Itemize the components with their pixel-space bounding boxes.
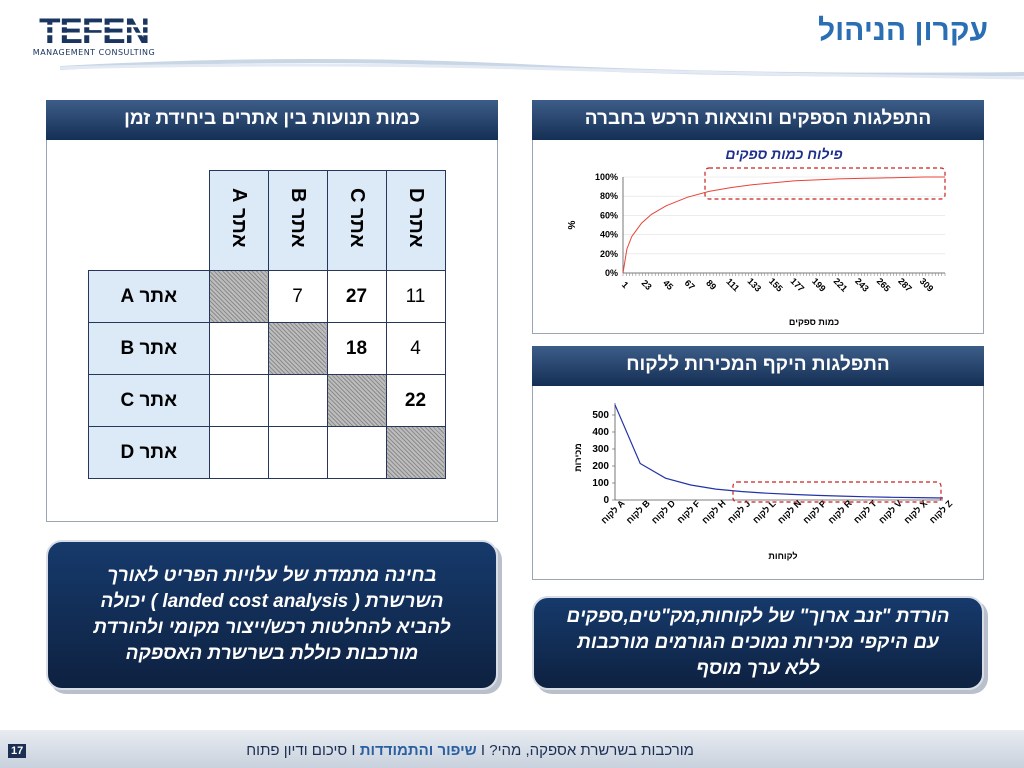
matrix-cell: 22 [386, 375, 445, 427]
movement-matrix-table [88, 170, 446, 479]
x-tick-label: 265 [874, 276, 893, 294]
footer-separator: I [480, 742, 486, 759]
x-tick-label: 243 [853, 276, 871, 294]
x-tick-label: 111 [724, 276, 742, 294]
row-header-site-b: אתר B [89, 323, 210, 375]
matrix-cell: 11 [386, 271, 445, 323]
x-tick-label: לקוח L [750, 498, 778, 526]
supplier-chart-panel-title: התפלגות הספקים והוצאות הרכש בחברה [532, 100, 984, 140]
y-tick-label: 40% [599, 229, 618, 240]
matrix-cell [268, 427, 327, 479]
x-tick-label: 133 [745, 276, 764, 294]
x-tick-label: 287 [896, 276, 914, 294]
callout-landed-cost-text: בחינה מתמדת של עלויות הפריט לאורך השרשרת ( landed cost analysis ) יכולה להביא להחלטות רכש/ייצור מקומי ולהורדת מורכבות כוללת בשרשרת האספקה [93, 565, 451, 664]
x-tick-label: לקוח P [801, 498, 829, 526]
col-header-site-b: אתר B [268, 171, 327, 271]
col-header-site-c: אתר C [327, 171, 386, 271]
chart-title: פילוח כמות ספקים [725, 146, 843, 162]
y-tick-label: 400 [592, 427, 609, 438]
x-tick-label: לקוח H [700, 498, 728, 526]
y-tick-label: 200 [592, 461, 609, 472]
col-header-site-d: אתר D [386, 171, 445, 271]
x-tick-label: לקוח D [649, 498, 678, 526]
footer-item-summary[interactable]: סיכום ודיון פתוח [246, 742, 348, 759]
y-tick-label: 80% [599, 191, 618, 202]
x-tick-label: 23 [639, 277, 654, 292]
movement-matrix-title: כמות תנועות בין אתרים ביחידת זמן [46, 100, 498, 140]
y-axis-title: % [567, 220, 578, 230]
footer-item-improvement[interactable]: שיפור והתמודדות [359, 742, 477, 759]
matrix-cell-diagonal [386, 427, 445, 479]
x-tick-label: לקוח X [902, 498, 930, 526]
row-header-site-c: אתר C [89, 375, 210, 427]
x-tick-label: 67 [682, 277, 697, 292]
y-tick-label: 100 [592, 478, 609, 489]
matrix-cell [209, 323, 268, 375]
page-number: 17 [8, 744, 26, 758]
footer-item-complexity[interactable]: מורכבות בשרשרת אספקה, מהי? [489, 742, 694, 759]
callout-landed-cost [46, 540, 498, 690]
x-axis-title: כמות ספקים [788, 317, 840, 327]
matrix-cell-diagonal [327, 375, 386, 427]
svg-text:TEFEN: TEFEN [39, 14, 149, 48]
matrix-cell: 18 [327, 323, 386, 375]
x-tick-label: 1 [619, 279, 631, 291]
y-axis-title: מכירות [573, 443, 583, 472]
x-tick-label: 89 [704, 277, 719, 292]
sales-per-customer-line [615, 405, 943, 498]
y-tick-label: 0 [603, 495, 609, 506]
x-tick-label: לקוח J [725, 498, 753, 526]
customer-chart-panel-title: התפלגות היקף המכירות ללקוח [532, 346, 984, 386]
matrix-cell-diagonal [268, 323, 327, 375]
cumulative-supplier-line [623, 177, 945, 273]
y-tick-label: 60% [599, 210, 618, 221]
row-header-site-d: אתר D [89, 427, 210, 479]
x-tick-label: 199 [810, 276, 828, 294]
long-tail-highlight-box [705, 168, 945, 199]
x-tick-label: 177 [788, 276, 807, 294]
y-tick-label: 300 [592, 444, 609, 455]
y-tick-label: 500 [592, 410, 609, 421]
x-tick-label: לקוח B [624, 498, 652, 526]
matrix-cell [209, 427, 268, 479]
x-tick-label: לקוח A [599, 498, 627, 526]
matrix-cell: 27 [327, 271, 386, 323]
matrix-cell: 7 [268, 271, 327, 323]
x-tick-label: 221 [831, 276, 850, 294]
matrix-cell: 4 [386, 323, 445, 375]
page-title: עקרון הניהול [817, 14, 988, 47]
matrix-cell [209, 375, 268, 427]
matrix-corner [89, 171, 210, 271]
x-tick-label: 45 [661, 277, 676, 292]
callout-long-tail-text: הורדת "זנב ארוך" של לקוחות,מק"טים,ספקים עם היקפי מכירות נמוכים הגורמים מורכבות ללא ערך מוסף [566, 606, 950, 679]
x-tick-label: לקוח Z [927, 498, 955, 526]
footer-navigation [246, 742, 694, 759]
x-tick-label: לקוח F [675, 498, 702, 526]
x-tick-label: לקוח N [775, 498, 804, 526]
callout-long-tail [532, 596, 984, 690]
x-tick-label: לקוח V [876, 498, 905, 526]
x-tick-label: 309 [917, 276, 936, 294]
col-header-site-a: אתר A [209, 171, 268, 271]
long-tail-highlight-box [733, 482, 941, 502]
x-tick-label: לקוח R [826, 498, 854, 526]
matrix-cell [327, 427, 386, 479]
y-tick-label: 20% [599, 248, 618, 259]
y-tick-label: 0% [604, 268, 618, 278]
customer-sales-chart [533, 387, 983, 579]
logo-subtitle: MANAGEMENT CONSULTING [32, 48, 156, 57]
tefen-logo [18, 14, 170, 48]
x-tick-label: 155 [766, 276, 785, 294]
row-header-site-a: אתר A [89, 271, 210, 323]
matrix-cell-diagonal [209, 271, 268, 323]
matrix-cell [268, 375, 327, 427]
supplier-distribution-chart [533, 141, 983, 333]
y-tick-label: 100% [594, 172, 618, 182]
footer-separator: I [351, 742, 356, 759]
x-tick-label: לקוח T [851, 498, 879, 526]
x-axis-title: לקוחות [768, 551, 798, 561]
